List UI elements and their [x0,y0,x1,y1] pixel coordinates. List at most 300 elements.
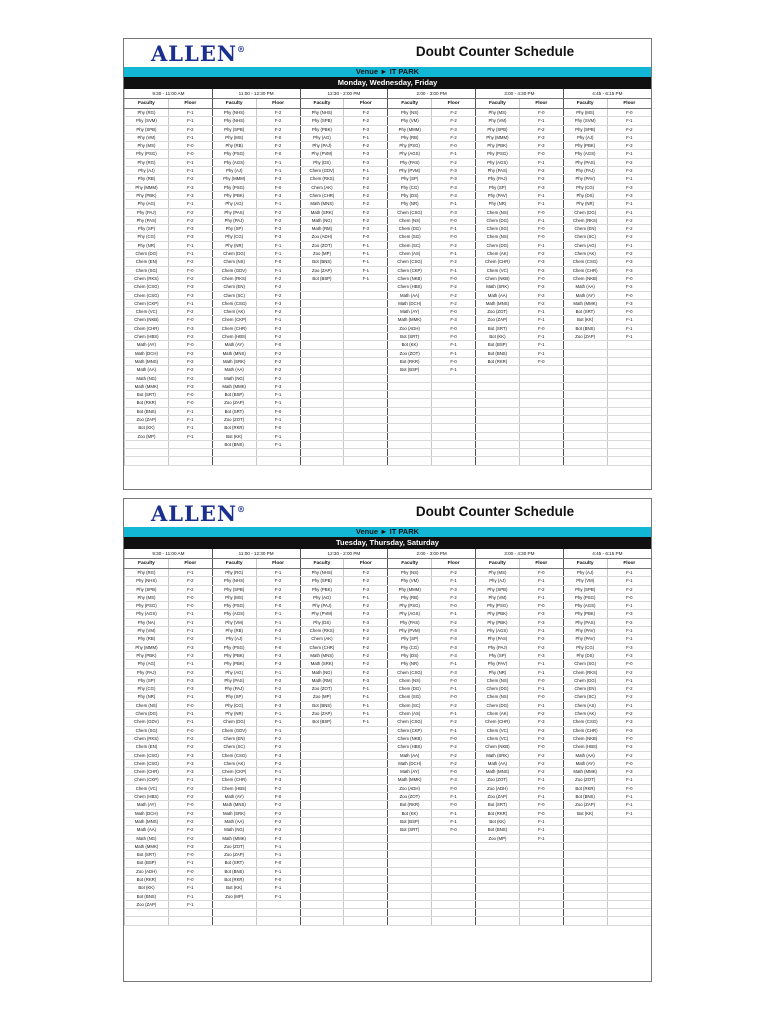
faculty-cell: Zoo (ZAP) [125,415,169,423]
faculty-cell: Zoo (ZAP) [476,316,520,324]
faculty-cell: Phy (AJ) [212,635,256,643]
floor-cell: F-3 [432,651,476,659]
faculty-cell: Bot (RKR) [476,357,520,365]
faculty-cell: Chem (AK) [563,710,607,718]
floor-cell: F-1 [168,718,212,726]
table-row [125,374,652,382]
floor-cell: F-0 [432,768,476,776]
faculty-cell: Phy (PSG) [563,593,607,601]
faculty-cell: Chem (DG) [212,718,256,726]
faculty-cell [125,440,169,448]
floor-cell: F-0 [344,233,388,241]
faculty-cell: Chem (VC) [476,726,520,734]
faculty-cell: Chem (CHR) [563,266,607,274]
faculty-column-header: Faculty [563,99,607,109]
faculty-cell [300,867,344,875]
faculty-cell: Chem (NKB) [388,274,432,282]
faculty-cell: Chem (CSG) [563,718,607,726]
floor-cell: F-1 [432,726,476,734]
faculty-cell: Phy (AGS) [125,610,169,618]
floor-cell: F-2 [607,216,651,224]
faculty-cell: Phy (AJ) [476,577,520,585]
floor-cell [519,366,563,374]
faculty-cell [388,842,432,850]
faculty-cell: Chem (SC) [563,233,607,241]
floor-cell: F-1 [519,817,563,825]
faculty-cell [388,382,432,390]
faculty-cell: Bot (RKR) [563,784,607,792]
floor-cell: F-0 [519,357,563,365]
faculty-cell: Phy (SPB) [563,125,607,133]
faculty-cell: Chem (SC) [563,693,607,701]
floor-cell [344,308,388,316]
floor-cell: F-2 [344,569,388,577]
faculty-cell: Chem (SC) [388,701,432,709]
faculty-cell: Zoo (ZAP) [300,710,344,718]
floor-cell: F-1 [256,415,300,423]
faculty-cell: Chem (CSG) [388,258,432,266]
schedule-table [124,89,651,466]
faculty-cell: Chem (DG) [388,225,432,233]
floor-cell: F-2 [256,109,300,117]
faculty-cell: Math (AY) [212,793,256,801]
floor-column-header: Floor [607,559,651,569]
floor-cell: F-2 [519,768,563,776]
floor-cell: F-3 [519,258,563,266]
faculty-cell: Math (NG) [300,668,344,676]
table-row [125,701,652,709]
floor-cell: F-2 [256,117,300,125]
faculty-cell: Chem (CKP) [388,266,432,274]
floor-cell: F-2 [432,133,476,141]
floor-cell: F-2 [519,635,563,643]
table-row [125,643,652,651]
faculty-cell: Chem (RKS) [300,175,344,183]
faculty-cell: Phy (VM) [476,593,520,601]
faculty-cell: Phy (SVM) [563,117,607,125]
faculty-cell: Chem (CSG) [388,668,432,676]
floor-cell: F-3 [607,610,651,618]
faculty-cell: Chem (CSG) [125,283,169,291]
faculty-cell [300,875,344,883]
faculty-cell: Chem (VC) [125,308,169,316]
floor-cell: F-2 [344,142,388,150]
faculty-cell [563,875,607,883]
floor-cell: F-1 [607,150,651,158]
floor-cell: F-3 [168,382,212,390]
floor-cell [607,900,651,908]
faculty-cell [125,449,169,457]
floor-cell: F-3 [607,768,651,776]
faculty-cell [388,440,432,448]
faculty-cell: Bot (SRT) [212,859,256,867]
faculty-cell [388,374,432,382]
faculty-cell [476,875,520,883]
floor-cell: F-1 [256,241,300,249]
faculty-cell: Phy (PBK) [300,125,344,133]
floor-cell: F-2 [344,200,388,208]
floor-cell [432,407,476,415]
floor-cell: F-2 [256,216,300,224]
faculty-cell: Phy (VM) [125,133,169,141]
faculty-cell [300,759,344,767]
faculty-cell: Bot (BSP) [125,859,169,867]
faculty-cell: Phy (RB) [125,175,169,183]
faculty-cell: Math (AA) [388,751,432,759]
table-row [125,593,652,601]
faculty-cell: Phy (MS) [212,133,256,141]
faculty-cell: Bot (KK) [212,432,256,440]
floor-cell: F-1 [256,167,300,175]
faculty-cell: Bot (KK) [388,341,432,349]
faculty-cell: Bot (SRT) [476,324,520,332]
table-row [125,424,652,432]
faculty-cell: Chem (CHR) [476,718,520,726]
floor-cell [519,859,563,867]
faculty-cell: Chem (CSG) [388,208,432,216]
faculty-column-header: Faculty [300,559,344,569]
floor-cell: F-3 [519,142,563,150]
table-row [125,809,652,817]
faculty-cell [300,784,344,792]
floor-cell: F-2 [256,585,300,593]
floor-cell: F-2 [432,283,476,291]
faculty-cell [300,316,344,324]
faculty-cell: Phy (PSG) [125,602,169,610]
floor-cell [432,859,476,867]
faculty-cell: Chem (SG) [563,660,607,668]
faculty-cell: Chem (CKP) [125,776,169,784]
table-row [125,569,652,577]
faculty-cell [563,892,607,900]
floor-cell: F-0 [168,266,212,274]
faculty-cell: Math (SRK) [476,283,520,291]
floor-cell: F-0 [519,324,563,332]
faculty-cell: Zoo (ADH) [388,784,432,792]
floor-cell: F-1 [256,399,300,407]
floor-cell: F-0 [168,593,212,601]
faculty-cell: Chem (EN) [212,283,256,291]
floor-cell: F-1 [607,627,651,635]
table-row [125,142,652,150]
table-row [125,751,652,759]
floor-cell: F-1 [168,693,212,701]
faculty-cell: Chem (DG) [476,685,520,693]
floor-cell: F-1 [519,308,563,316]
faculty-cell: Bot (RKR) [125,399,169,407]
floor-cell: F-0 [432,274,476,282]
floor-cell: F-2 [607,743,651,751]
faculty-cell [388,399,432,407]
faculty-cell: Phy (SP) [476,651,520,659]
faculty-cell: Math (AY) [563,291,607,299]
table-row [125,125,652,133]
faculty-cell: Phy (MS) [476,569,520,577]
faculty-cell: Phy (DS) [388,191,432,199]
faculty-cell: Phy (PBK) [125,191,169,199]
floor-cell: F-0 [519,225,563,233]
floor-cell: F-1 [607,635,651,643]
faculty-cell: Math (MMK) [388,316,432,324]
table-row [125,768,652,776]
floor-cell: F-2 [256,743,300,751]
floor-cell: F-2 [168,125,212,133]
faculty-cell: Zoo (ZAP) [300,266,344,274]
faculty-cell: Bot (RKR) [388,357,432,365]
floor-cell: F-2 [607,693,651,701]
floor-cell [432,374,476,382]
floor-cell: F-2 [344,216,388,224]
faculty-cell: Math (AY) [388,768,432,776]
floor-cell: F-2 [168,216,212,224]
faculty-cell: Zoo (ZOT) [300,241,344,249]
floor-cell [607,349,651,357]
floor-cell: F-1 [256,250,300,258]
floor-cell: F-2 [432,258,476,266]
table-row [125,216,652,224]
floor-cell [519,382,563,390]
floor-column-header: Floor [432,99,476,109]
table-row [125,291,652,299]
faculty-cell [300,917,344,925]
floor-cell: F-1 [256,718,300,726]
floor-cell: F-3 [607,718,651,726]
faculty-cell: Math (NG) [125,374,169,382]
faculty-cell: Phy (AJ) [563,569,607,577]
floor-column-header: Floor [607,99,651,109]
floor-cell [607,366,651,374]
floor-cell [344,374,388,382]
faculty-cell [388,900,432,908]
faculty-cell: Chem (DG) [476,216,520,224]
faculty-cell: Zoo (MP) [125,432,169,440]
faculty-cell [300,324,344,332]
floor-cell: F-1 [344,167,388,175]
floor-cell: F-0 [168,851,212,859]
table-row [125,440,652,448]
floor-cell [344,909,388,917]
sheet-title: Doubt Counter Schedule [415,504,575,519]
faculty-cell: Chem (VC) [476,266,520,274]
faculty-cell: Phy (PSG) [476,150,520,158]
faculty-column-header: Faculty [388,559,432,569]
faculty-cell [563,424,607,432]
floor-cell [344,399,388,407]
faculty-cell: Chem (HBS) [563,743,607,751]
floor-cell: F-1 [168,415,212,423]
floor-cell [344,333,388,341]
schedule-table [124,549,651,926]
floor-cell: F-1 [344,710,388,718]
table-row [125,635,652,643]
table-row [125,577,652,585]
faculty-cell [476,884,520,892]
floor-column-header: Floor [168,99,212,109]
faculty-cell: Chem (AK) [476,710,520,718]
table-row [125,200,652,208]
faculty-cell [300,415,344,423]
faculty-cell: Phy (SPB) [476,585,520,593]
faculty-cell: Phy (MMM) [388,125,432,133]
floor-cell: F-0 [256,133,300,141]
floor-cell: F-2 [256,357,300,365]
floor-cell [607,374,651,382]
table-row [125,225,652,233]
table-row [125,357,652,365]
faculty-cell: Phy (MMM) [125,183,169,191]
floor-cell: F-0 [432,216,476,224]
faculty-cell: Bot (SRT) [388,826,432,834]
table-row [125,382,652,390]
floor-cell: F-3 [256,776,300,784]
floor-cell: F-2 [168,258,212,266]
faculty-cell: Chem (EN) [212,734,256,742]
floor-cell: F-0 [519,801,563,809]
floor-cell: F-1 [519,627,563,635]
floor-cell: F-0 [168,875,212,883]
floor-cell [168,449,212,457]
faculty-cell: Chem (CKP) [212,768,256,776]
faculty-cell: Phy (NR) [476,200,520,208]
faculty-cell: Phy (PAV) [563,175,607,183]
floor-cell: F-1 [344,241,388,249]
time-slot-header: 9:30 - 11:00 AM [125,89,213,99]
faculty-cell: Math (NG) [212,374,256,382]
column-header-row [125,559,652,569]
faculty-cell [476,457,520,465]
faculty-cell [563,382,607,390]
faculty-cell [300,440,344,448]
faculty-cell: Phy (RB) [212,142,256,150]
faculty-cell [563,900,607,908]
faculty-cell: Chem (NS) [476,233,520,241]
floor-cell: F-2 [168,834,212,842]
floor-cell [432,399,476,407]
faculty-cell [563,432,607,440]
faculty-cell: Math (AA) [476,291,520,299]
floor-cell: F-2 [607,250,651,258]
floor-cell: F-1 [432,793,476,801]
floor-cell: F-1 [344,685,388,693]
floor-cell: F-1 [168,618,212,626]
faculty-cell [300,357,344,365]
floor-cell: F-2 [432,759,476,767]
faculty-cell: Phy (MS) [212,593,256,601]
floor-cell [432,892,476,900]
faculty-cell [300,432,344,440]
faculty-cell: Chem (NKB) [563,734,607,742]
sheet-header [124,39,651,67]
faculty-cell: Chem (AK) [300,635,344,643]
floor-cell: F-3 [344,125,388,133]
faculty-cell: Phy (CG) [125,685,169,693]
faculty-cell: Phy (PBK) [476,610,520,618]
floor-cell: F-2 [519,167,563,175]
floor-cell: F-1 [168,900,212,908]
faculty-cell: Chem (HBS) [212,333,256,341]
faculty-cell [388,391,432,399]
faculty-cell: Phy (AGS) [563,150,607,158]
faculty-cell: Math (AA) [563,751,607,759]
floor-cell: F-3 [607,258,651,266]
faculty-cell: Phy (SP) [212,225,256,233]
faculty-cell: Phy (VM) [125,627,169,635]
faculty-cell: Math (MMK) [125,842,169,850]
table-row [125,726,652,734]
table-row [125,826,652,834]
faculty-cell [563,884,607,892]
faculty-cell: Phy (PAJ) [125,208,169,216]
floor-cell: F-2 [168,585,212,593]
floor-cell: F-3 [607,191,651,199]
column-header-row [125,99,652,109]
faculty-cell: Chem (NS) [476,693,520,701]
floor-cell: F-0 [519,743,563,751]
floor-cell: F-2 [607,751,651,759]
faculty-column-header: Faculty [476,559,520,569]
faculty-cell: Chem (NKB) [563,274,607,282]
time-slot-header: 3:00 - 4:30 PM [476,549,564,559]
faculty-cell [563,349,607,357]
floor-cell [432,382,476,390]
floor-cell: F-3 [607,266,651,274]
floor-cell: F-3 [256,693,300,701]
floor-cell: F-3 [168,842,212,850]
floor-cell: F-1 [607,333,651,341]
faculty-cell [300,842,344,850]
faculty-cell: Math (MMK) [388,776,432,784]
faculty-cell [563,415,607,423]
faculty-cell [563,917,607,925]
faculty-cell [300,768,344,776]
faculty-cell: Chem (CSG) [388,718,432,726]
floor-column-header: Floor [519,99,563,109]
table-row [125,602,652,610]
faculty-cell: Chem (AK) [300,183,344,191]
faculty-cell: Phy (NR) [388,200,432,208]
floor-cell: F-3 [168,759,212,767]
faculty-cell: Bot (BSP) [476,341,520,349]
faculty-cell: Phy (VM) [476,117,520,125]
faculty-cell [563,842,607,850]
faculty-cell: Bot (BNS) [212,440,256,448]
floor-cell: F-2 [607,158,651,166]
floor-cell [607,917,651,925]
table-row [125,399,652,407]
table-row [125,366,652,374]
time-slot-header: 4:45 - 6:15 PM [563,89,651,99]
faculty-cell: Math (NG) [300,216,344,224]
floor-cell: F-1 [256,618,300,626]
faculty-cell [300,734,344,742]
faculty-cell: Zoo (ZOT) [300,685,344,693]
faculty-cell: Phy (PAV) [476,191,520,199]
floor-cell: F-1 [519,701,563,709]
faculty-cell: Zoo (MP) [476,834,520,842]
faculty-cell: Chem (RKS) [563,216,607,224]
floor-cell: F-1 [344,258,388,266]
floor-cell: F-0 [168,142,212,150]
floor-cell: F-2 [432,299,476,307]
faculty-cell: Phy (AG) [212,668,256,676]
floor-cell: F-3 [256,834,300,842]
time-slot-header: 12:30 - 2:00 PM [300,89,388,99]
venue-bar: Venue ► IT PARK [124,527,651,537]
floor-cell: F-3 [168,183,212,191]
floor-cell: F-2 [168,374,212,382]
faculty-cell [300,751,344,759]
table-row [125,743,652,751]
